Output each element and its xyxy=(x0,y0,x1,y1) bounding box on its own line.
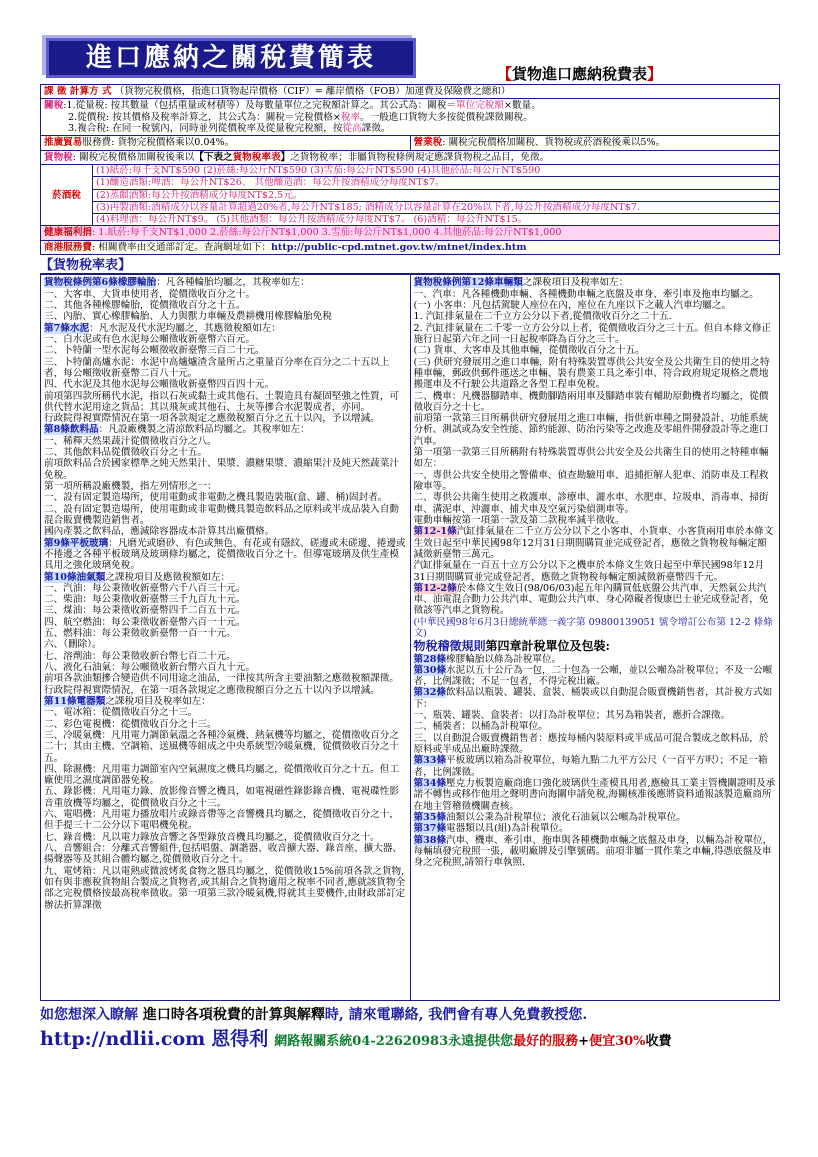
article-heading: 第34條 xyxy=(413,777,447,789)
footer-contact-line xyxy=(40,1007,780,1024)
commodity-tax-row xyxy=(41,151,779,165)
article-clause xyxy=(414,560,777,583)
tariff-line2-end: 。一般進口貨物大多按從價稅課徵關稅。 xyxy=(360,111,533,123)
article-text: 2. 汽缸排氣量在二千零一立方公分以上者，從價徵收百分之三十五。但自本條文修正施行日起第六年之同一日起稅率降為百分之三十。 xyxy=(413,322,772,345)
tobacco-alcohol-row xyxy=(41,165,779,227)
article-clause xyxy=(44,628,407,639)
article-text: 二、專供公共衛生使用之救護車、診療車、灑水車、水肥車、垃圾車、消毒車、掃街車、溝泥車、沖灑車、捕犬車及空氣污染偵測車等。 xyxy=(413,492,769,515)
article-text: 水泥以五十公斤為一包，二十包為一公噸，並以公噸為計稅單位；不及一公噸者，比例課徵；不足一包者，不得完稅出廠。 xyxy=(413,664,773,688)
article-entry xyxy=(414,778,777,812)
welfare-row xyxy=(41,226,779,240)
article-text: 九、電烤箱：凡以電熱或微波烤炙食物之器具均屬之，從價徵收15%前項各款之貨物,如有與非應稅貨物組合製成之貨物者,或其組合之貨物適用之稅率不同者,應就該貨物全部之完稅價格按最高稅率徵收。第一項第三款冷暖氣機,得就其主要機件,由財政部訂定辦法折算課徵 xyxy=(44,865,406,911)
article-clause xyxy=(44,673,407,684)
trade-fee-label: 推廣貿易 xyxy=(44,137,83,149)
business-tax-cell xyxy=(410,136,780,149)
article-text: 之課稅項目及稅率如左： xyxy=(522,277,629,289)
article-clause xyxy=(414,617,777,640)
alcohol-reprocessed: (3)再製酒類:酒精成分以容量計算超過20%者,每公升NT$185; 酒精成分以容量計算在20%以下者,每公升按酒精成分每度NT$7. xyxy=(93,202,779,214)
basis-text: （貨物完稅價格，指進口貨物起岸價格（CIF）= 離岸價格（FOB）加運費及保險費之總和） xyxy=(114,86,511,97)
article-clause xyxy=(44,447,407,458)
article-clause xyxy=(44,639,407,650)
tobacco-rates: (1)紙菸:每千支NT$590 (2)菸絲:每公斤NT$590 (3)雪茄:每公斤NT$590 (4)其他菸品:每公斤NT$590 xyxy=(93,165,779,177)
tariff-higher: 從高 xyxy=(342,122,362,134)
commodity-tax-table-ref: 貨物稅率表 xyxy=(232,151,281,163)
article-clause xyxy=(414,710,777,721)
article-clause xyxy=(44,605,407,616)
article-clause xyxy=(44,300,407,311)
subtitle-bracket-left: 【 xyxy=(496,65,512,83)
article-clause xyxy=(44,730,407,764)
article-text: 行政院得視實際情況，在第一項各款規定之應徵稅額百分之五十以內予以增減。 xyxy=(44,684,380,696)
article-text: 二、桶裝者：以桶為計稅單位。 xyxy=(413,721,548,733)
tobacco-label: 菸酒稅 xyxy=(41,165,93,226)
article-clause xyxy=(44,391,407,414)
article-entry xyxy=(414,277,777,288)
article-entry xyxy=(44,323,407,334)
trade-fee-text: 服務費: 貨物完稅價格乘以0.04%。 xyxy=(82,137,235,149)
port-fee-text: : 相關費率由交通部訂定。查詢網址如下： xyxy=(91,241,271,253)
article-text: 三、煤油：每公秉徵收新臺幣四千二百五十元。 xyxy=(44,605,246,617)
business-tax-label: 營業稅 xyxy=(413,137,443,149)
article-text: 一、大客車、大貨車使用者，從價徵收百分之十。 xyxy=(44,288,256,300)
rate-table-columns xyxy=(40,274,780,1001)
article-text: ：凡各種輪胎均屬之，其稅率如左： xyxy=(156,277,310,289)
article-text: (三) 供研究發展用之進口車輛，附有特殊裝置專供公共安全及公共衛生目的使用之特種車輛，郵政供郵件運送之車輛、裝有農業工具之牽引車、符合政府規定規格之農地搬運車及不行駛公共道路之各型工程車免稅。 xyxy=(413,356,770,391)
subtitle-text: 貨物進口應納稅費表 xyxy=(511,65,647,83)
article-text: 第一項第一款第三目所稱附有特殊裝置專供公共安全及公共衛生目的使用之特種車輛如左： xyxy=(413,447,769,470)
trade-business-row xyxy=(41,136,779,150)
article-clause xyxy=(44,413,407,424)
article-text: 六、（刪除）。 xyxy=(44,639,102,651)
rate-table-title: 【貨物稅率表】 xyxy=(40,258,780,274)
article-heading: 第37條 xyxy=(413,823,447,835)
article-clause xyxy=(44,843,407,866)
welfare-text: : 1.紙菸:每千支NT$1,000 2.菸絲:每公斤NT$1,000 3.雪茄:每公斤NT$1,000 4.其他菸品:每公斤NT$1,000 xyxy=(91,227,562,239)
article-clause xyxy=(44,832,407,843)
tariff-rate: 稅率 xyxy=(340,111,361,123)
tariff-line3-end: 課徵。 xyxy=(361,122,391,134)
article-clause xyxy=(414,413,777,447)
port-fee-label: 商港服務費 xyxy=(44,241,92,253)
article-clause xyxy=(44,481,407,492)
commodity-tax-bracket: 【下表之 xyxy=(194,151,233,163)
article-text: 前項第四款所稱代水泥，指以石灰或黏土或其他石、土製造具有凝固堅強之性質，可供代替水泥用途之貨品；其以飛灰或其他石、土灰等摻合水泥製成者，亦同。 xyxy=(44,390,399,413)
article-heading: 第11條電器類 xyxy=(44,695,106,707)
alcohol-brewed: (1)釀造酒類:啤酒：每公升NT$26、 其他釀造酒：每公升按酒精成分每度NT$7。 xyxy=(93,177,779,189)
article-clause xyxy=(44,357,407,380)
tariff-line2: 2.從價稅: 按其價格及稅率計算之，其公式為：關稅＝完稅價格× xyxy=(68,111,341,123)
article-text: 汽缸排氣量在二千立方公分以下之小客車、小貨車、小客貨兩用車於本條文生效日起至中華民國98年12月31日期間購買並完成登記者，應徵之貨物稅每輛定額減徵新臺幣三萬元。 xyxy=(413,526,774,560)
article-heading: 貨物稅條例第6條橡膠輪胎 xyxy=(44,277,157,289)
business-tax-text: : 關稅完稅價格加關稅、貨物稅或菸酒稅後乘以5%。 xyxy=(442,137,666,149)
article-text: 汽缸排氣量在一百五十立方公分以下之機車於本條文生效日起至中華民國98年12月31日期間購買並完成登記者，應徵之貨物稅每輛定額減徵新臺幣四千元。 xyxy=(413,560,765,583)
article-entry xyxy=(414,812,777,823)
article-clause xyxy=(414,492,777,515)
welfare-label: 健康福利捐 xyxy=(44,227,92,239)
article-clause xyxy=(414,721,777,732)
article-clause xyxy=(44,662,407,673)
article-text: 一、電冰箱：從價徵收百分之十三。 xyxy=(44,707,198,719)
article-clause xyxy=(414,300,777,311)
article-text: 1. 汽缸排氣量在二千立方公分以下者,從價徵收百分之二十五. xyxy=(413,311,672,323)
tariff-line3: 3.複合稅: 在同一稅號內，同時並列從價稅率及從量稅完稅額，按 xyxy=(68,122,343,134)
footer-website-link[interactable]: http://ndlii.com xyxy=(40,1027,206,1050)
article-text: 一、瓶裝、罐裝、盒裝者：以打為計稅單位；其另為箱裝者，應折合課徵。 xyxy=(413,710,731,722)
article-clause xyxy=(44,707,407,718)
article-text: 一、汽油：每公秉徵收新臺幣六千八百三十元。 xyxy=(44,582,246,594)
article-text: 六、電唱機：凡用電力播放唱片或錄音帶等之音響機具均屬之，從價徵收百分之十，但手提三十二公分以下電唱機免稅。 xyxy=(44,809,399,832)
article-heading: 第10條油氣類 xyxy=(44,571,106,583)
fee-summary-table xyxy=(40,84,780,255)
article-clause xyxy=(44,379,407,390)
article-text: 七、溶劑油：每公秉徵收新台幣七百二十元。 xyxy=(44,650,236,662)
article-text: 平板玻璃以箱為計稅單位，每箱九點二九平方公尺（一百平方呎）；不足一箱者，比例課徵。 xyxy=(413,755,768,778)
article-clause xyxy=(44,492,407,503)
article-text: ：凡磨光或磨砂、有色或無色、有花或有隱紋、磋邊或未磋邊、捲邊或不捲邊之各種平板玻璃及玻璃條均屬之，從價徵收百分之十。但導電玻璃及供生產模具用之強化玻璃免稅。 xyxy=(44,537,406,572)
article-text: 前項飲料品合於國家標準之純天然果汁、果漿、濃糖果漿、濃縮果汁及純天然蔬菜汁免稅。 xyxy=(44,458,399,481)
article-text: 一、汽車：凡各種機動車輛、各種機動車輛之底盤及車身、牽引車及拖車均屬之。 xyxy=(413,288,759,300)
article-clause xyxy=(44,764,407,787)
article-entry xyxy=(414,583,777,617)
article-text: 七、錄音機：凡以電力錄放音響之各型錄放音機具均屬之，從價徵收百分之十。 xyxy=(44,831,380,843)
article-clause xyxy=(44,685,407,696)
article-text: 三、卜特蘭高爐水泥：水泥中高爐爐渣含量所占之重量百分率在百分之二十五以上者，每公噸徵收新臺幣二百八十元。 xyxy=(44,356,390,379)
article-heading: 第30條 xyxy=(413,664,447,676)
article-text: 五、燃料油：每公秉徵收新臺幣一百一十元。 xyxy=(44,628,236,640)
article-text: 三、內胎、實心橡膠輪胎、人力與獸力車輛及農耕機用橡膠輪胎免稅 xyxy=(44,311,332,323)
article-text: 五、錄影機：凡用電力錄、放影像音響之機具，如電視磁性錄影錄音機、電視碟性影音重放機等均屬之，從價徵收百分之十三。 xyxy=(44,786,399,809)
article-text: (一) 小客車：凡包括駕駛人座位在內，座位在九座以下之載人汽車均屬之。 xyxy=(413,300,732,312)
article-text: 三、冷暖氣機：凡用電力調節氣溫之各種冷氣機、熱氣機等均屬之，從價徵收百分之二十；其由主機、空調箱、送風機等組成之中央系統型冷暖氣機，從價徵收百分之十五。 xyxy=(44,729,399,764)
article-clause xyxy=(44,504,407,527)
article-heading: 第33條 xyxy=(413,755,447,767)
banner-subtitle xyxy=(497,66,662,84)
article-clause xyxy=(414,323,777,346)
subtitle-bracket-right: 】 xyxy=(646,65,662,83)
article-clause xyxy=(44,809,407,832)
rate-table-right-column xyxy=(410,275,780,1000)
article-text: ：凡設廠機製之清涼飲料品均屬之。其稅率如左： xyxy=(98,424,310,436)
article-text: 電器類以具(組)為計稅單位。 xyxy=(446,823,569,835)
article-text: 前項各款油類摻合變造供不同用途之油品，一律按其所含主要油類之應徵稅額課徵。 xyxy=(44,673,399,685)
chapter-heading xyxy=(414,639,777,653)
tariff-unit-amount: 單位完稅額 xyxy=(456,100,504,112)
article-text: 二、彩色電視機：從價徵收百分之十三。 xyxy=(44,718,217,730)
article-clause xyxy=(44,289,407,300)
footer-text-b: 進口時各項稅費的計算與解釋 xyxy=(142,1007,325,1024)
article-text: 四、代水泥及其他水泥每公噸徵收新臺幣四百四十元。 xyxy=(44,379,275,391)
alcohol-distilled: (2)蒸餾酒類:每公升按酒精成分每度NT$2.5元。 xyxy=(93,190,779,202)
banner xyxy=(40,34,780,84)
article-entry xyxy=(414,665,777,688)
article-clause xyxy=(44,526,407,537)
article-text: 之課稅項目及應徵稅額如左： xyxy=(105,571,231,583)
footer-plus: + xyxy=(578,1033,590,1049)
article-clause xyxy=(414,447,777,470)
article-text: 二、其他各種橡膠輪胎，從價徵收百分之十五。 xyxy=(44,300,246,312)
article-clause xyxy=(44,458,407,481)
article-heading: 貨物稅條例第12條車輛類 xyxy=(413,277,523,289)
trade-fee-cell xyxy=(41,136,410,149)
article-clause xyxy=(44,311,407,322)
article-text: 油類以公秉為計稅單位；液化石油氣以公噸為計稅單位。 xyxy=(446,811,686,823)
article-clause xyxy=(414,733,777,756)
article-heading: 第12-1條 xyxy=(413,526,457,538)
article-text: 飲料品以瓶裝、罐裝、盒裝、桶裝或以自動混合販賣機銷售者，其計稅方式如下： xyxy=(413,687,773,710)
article-clause xyxy=(414,345,777,356)
article-entry xyxy=(44,538,407,572)
article-text: 汽車、機車、牽引車、拖車與各種機動車輛之底盤及車身，以輛為計稅單位，每輛填發完稅照一張，載明廠牌及引擎號碼。前項非屬一貫作業之車輛,得憑底盤及車身之完稅照,請領行車執照. xyxy=(413,834,773,869)
footer-fee-text: 收費 xyxy=(645,1033,672,1049)
banner-title: 進口應納之關稅費簡表 xyxy=(46,38,416,78)
article-entry xyxy=(414,823,777,834)
article-text: 二、卜特蘭一型水泥每公噸徵收新臺幣三百二十元。 xyxy=(44,345,265,357)
article-clause xyxy=(44,436,407,447)
article-clause xyxy=(44,594,407,605)
article-text: 二、柴油：每公秉徵收新臺幣三千九百九十元。 xyxy=(44,594,246,606)
port-fee-row xyxy=(41,241,779,254)
article-clause xyxy=(414,515,777,526)
article-text: 一、稀釋天然果蔬汁從價徵收百分之八。 xyxy=(44,435,217,447)
port-fee-link[interactable]: http://public-cpd.mtnet.gov.tw/mtnet/index.htm xyxy=(270,241,527,253)
article-text: (二) 貨車、大客車及其他車輛，從價徵收百分之十五。 xyxy=(413,345,645,357)
article-heading: 第28條 xyxy=(413,653,447,665)
article-clause xyxy=(44,583,407,594)
article-clause xyxy=(414,470,777,493)
tariff-label: 關稅 xyxy=(44,100,64,112)
commodity-tax-text-a: : 關稅完稅價格加關稅後乘以 xyxy=(72,151,195,163)
article-clause xyxy=(44,345,407,356)
article-clause xyxy=(44,617,407,628)
article-heading: 第32條 xyxy=(413,687,447,699)
commodity-tax-bracket-end: 】 xyxy=(280,151,291,163)
footer-phone-text: 網路報關系統04-22620983永遠提供您 xyxy=(274,1033,514,1049)
footer-text-a: 如您想深入瞭解 xyxy=(40,1007,138,1024)
footer-text-c: 時, 請來電聯絡, 我們會有專人免費教授您. xyxy=(324,1007,588,1024)
footer-best-service: 最好的服務 xyxy=(513,1033,579,1049)
article-text: 電動車輛按第一項第一款及第二款稅率減半徵收。 xyxy=(413,514,625,526)
article-text: 之課稅項目及稅率如左： xyxy=(105,695,211,707)
article-text: 二、設有固定製造場所，使用電動或非電動機具製造飲料品之原料或半成品裝入自動混合販賣機製造銷售者。 xyxy=(44,503,399,526)
article-text: 二、其他飲料品從價徵收百分之十五。 xyxy=(44,447,208,459)
article-entry xyxy=(44,696,407,707)
article-entry xyxy=(414,755,777,778)
alcohol-other: (4)料理酒：每公升NT$9。 (5)其他酒類：每公升按酒精成分每度NT$7。 (6)酒精：每公升NT$15。 xyxy=(96,214,528,226)
article-heading: 第7條水泥 xyxy=(44,322,90,334)
article-text: 前項第一款第三目所稱供研究發展用之進口車輛，指供新車種之開發設計、功能系統分析、測試或為安全性能、節約能源、防治污染等之改進及零組件開發設計等之進口汽車。 xyxy=(413,413,769,447)
article-entry xyxy=(414,526,777,560)
article-text: (中華民國98年6月3日總統華總一義字第 09800139051 號令增訂公布第 12-2 條條文) xyxy=(413,616,773,640)
article-text: 一、設有固定製造場所，使用電動或非電動之機具製造裝瓶(盒、罐、桶)固封者。 xyxy=(44,492,388,504)
article-text: 八、液化石油氣：每公噸徵收新台幣六百九十元。 xyxy=(44,662,256,674)
article-clause xyxy=(414,311,777,322)
basis-row xyxy=(41,85,779,99)
footer-company-name: 恩得利 xyxy=(211,1027,269,1050)
article-text: 第一項所稱設廠機製，指左列情形之一： xyxy=(44,481,217,493)
article-text: 四、航空燃油：每公秉徵收新臺幣六百一十元。 xyxy=(44,616,246,628)
article-entry xyxy=(44,277,407,288)
tariff-line1: :1.從量稅: 按其數量（包括重量或材積等）及每數量單位之完稅額計算之。其公式為：關稅＝ xyxy=(63,100,457,112)
rate-table-left-column xyxy=(41,275,410,1000)
tobacco-body xyxy=(93,165,779,226)
article-text: 於本條文生效日(98/06/03)起五年內購買低底盤公共汽車、天然氣公共汽車、油電混合動力公共汽車、電動公共汽車、身心障礙者復康巴士並完成登記者，免徵該等汽車之貨物稅。 xyxy=(413,582,769,617)
article-clause xyxy=(414,391,777,414)
article-text: 一、白水泥或有色水泥每公噸徵收新臺幣六百元。 xyxy=(44,333,256,345)
page xyxy=(40,34,780,1050)
article-heading: 第38條 xyxy=(413,834,447,846)
article-text: 二、機車：凡機器腳踏車、機動腳踏兩用車及腳踏車裝有輔助原動機者均屬之，從價徵收百分之十七。 xyxy=(413,390,769,413)
article-entry xyxy=(414,835,777,869)
article-text: 三、以自動混合販賣機銷售者：應按每桶內裝原料或半成品可混合製成之飲料品，於原料或半成品出廠時課徵。 xyxy=(413,732,769,756)
article-text: 橡膠輪胎以條為計稅單位。 xyxy=(446,653,562,665)
article-text: 行政院得視實際情況在第一項各款規定之應徵稅額百分之五十以內，予以增減。 xyxy=(44,413,380,425)
tariff-row xyxy=(41,99,779,136)
tariff-line1-end: ×數量。 xyxy=(503,100,541,112)
article-text: 四、除濕機：凡用電力調節室內空氣濕度之機具均屬之，從價徵收百分之十五。但工廠使用之濕度調節器免稅。 xyxy=(44,763,399,787)
article-clause xyxy=(414,289,777,300)
article-heading: 第9條平板玻璃 xyxy=(44,537,109,549)
article-text: ：凡水泥及代水泥均屬之，其應徵稅額如左： xyxy=(89,322,281,334)
article-clause xyxy=(44,651,407,662)
article-entry xyxy=(414,654,777,665)
article-text: 壓克力板製造廠商進口強化玻璃供生產模具用者,應檢具工業主管機關證明及承諾不轉售或移作他用之聲明書向海關申請免稅,海關核准後應將資料通報該製造廠商所在地主管稽徵機關查核。 xyxy=(413,777,776,812)
commodity-tax-label: 貨物稅 xyxy=(44,151,73,163)
article-entry xyxy=(44,424,407,435)
chapter-heading-source: 物稅稽徵規則 xyxy=(413,639,486,654)
article-clause xyxy=(44,719,407,730)
article-clause xyxy=(44,866,407,911)
commodity-tax-text-e: 之貨物稅率；非屬貨物稅條例規定應課貨物稅之品目，免徵。 xyxy=(290,151,550,163)
article-clause xyxy=(414,357,777,391)
article-heading: 第12-2條 xyxy=(413,582,457,594)
article-clause xyxy=(44,334,407,345)
article-entry xyxy=(44,572,407,583)
article-text: 國內產製之飲料品，應減除容器成本計算其出廠價格。 xyxy=(44,526,275,538)
chapter-heading-title: 第四章計稅單位及包裝: xyxy=(485,639,610,654)
article-text: 一、專供公共安全使用之警備車、偵查勘驗用車、追捕拒解人犯車、消防車及工程救險車等。 xyxy=(413,469,769,493)
article-heading: 第35條 xyxy=(413,811,447,823)
article-clause xyxy=(44,786,407,809)
article-text: 八、音響組合：分離式音響組件,包括唱盤、調諧器、收音擴大器、錄音座、擴大器、揚聲器等及其組合體均屬之,從價徵收百分之十。 xyxy=(44,843,403,866)
article-entry xyxy=(414,687,777,710)
footer-brand-line xyxy=(40,1028,780,1050)
footer-discount: 便宜30% xyxy=(589,1033,646,1049)
article-heading: 第8條飲料品 xyxy=(44,424,99,436)
basis-label: 課 徵 計算方 式 xyxy=(44,86,112,97)
